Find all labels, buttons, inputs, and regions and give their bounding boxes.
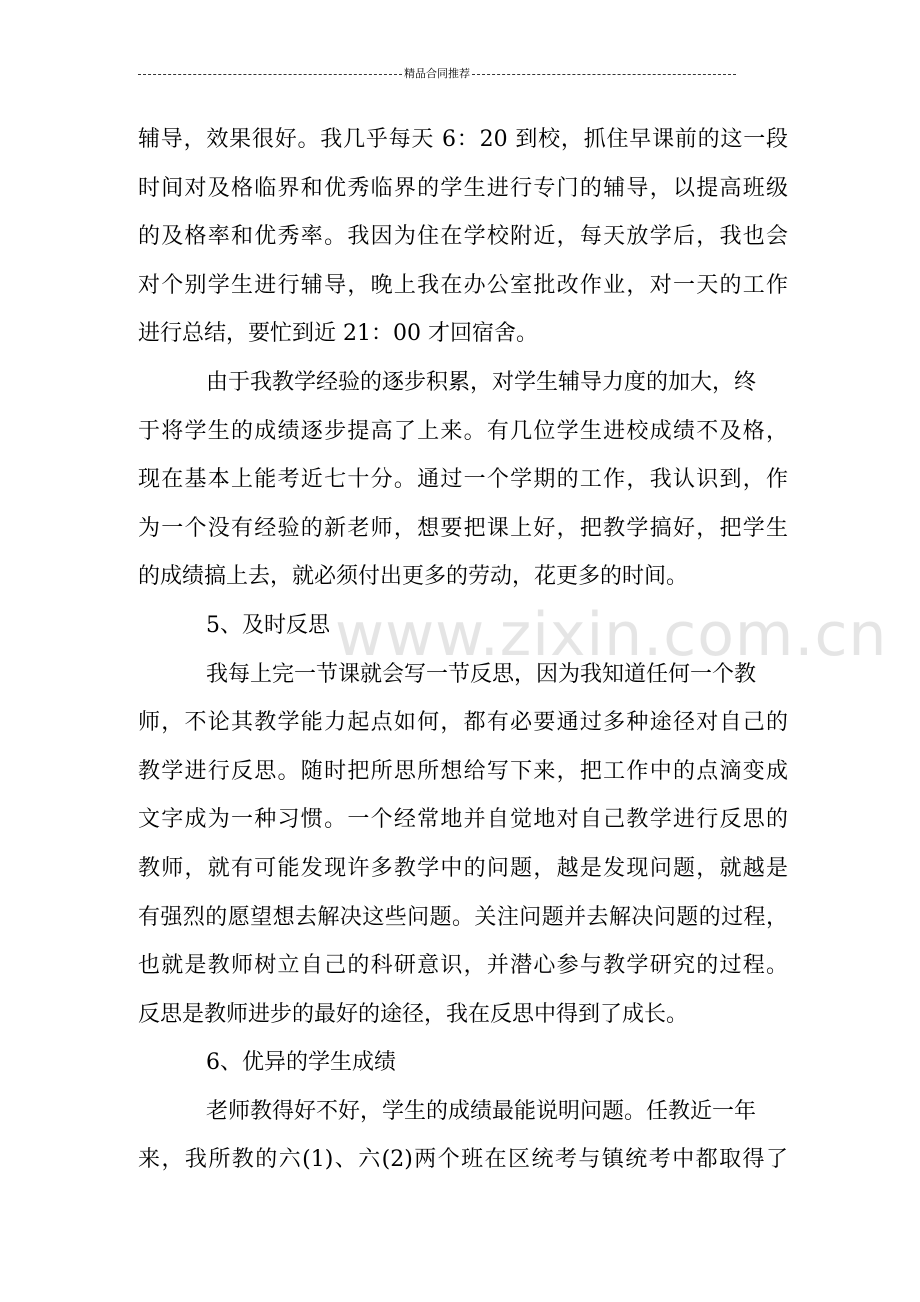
text-line: 于将学生的成绩逐步提高了上来。有几位学生进校成绩不及格，: [138, 418, 788, 444]
text-line: 辅导，效果很好。我几乎每天 6：20 到校，抓住早课前的这一段: [138, 127, 788, 152]
text-line: 由于我教学经验的逐步积累，对学生辅导力度的加大，终: [206, 369, 757, 395]
document-body: [138, 116, 788, 1185]
text-line: 文字成为一种习惯。一个经常地并自觉地对自己教学进行反思的: [138, 807, 788, 833]
text-line: 有强烈的愿望想去解决这些问题。关注问题并去解决问题的过程，: [138, 904, 788, 930]
header-dash-right: [472, 74, 736, 75]
text-line: 现在基本上能考近七十分。通过一个学期的工作，我认识到，作: [138, 467, 788, 493]
header-dash-left: [138, 74, 402, 75]
text-line: 教学进行反思。随时把所思所想给写下来，把工作中的点滴变成: [138, 758, 788, 784]
page-header: [138, 66, 736, 82]
text-line: 也就是教师树立自己的科研意识，并潜心参与教学研究的过程。: [138, 953, 788, 979]
text-line: 老师教得好不好，学生的成绩最能说明问题。任教近一年: [206, 1098, 757, 1124]
section-heading: 5、及时反思: [206, 612, 330, 638]
text-line: 对个别学生进行辅导，晚上我在办公室批改作业，对一天的工作: [138, 272, 788, 298]
text-line: 进行总结，要忙到近 21：00 才回宿舍。: [138, 321, 538, 347]
section-heading: 6、优异的学生成绩: [206, 1050, 396, 1076]
watermark: www.zixin.com.cn: [335, 600, 888, 670]
text-line: 教师，就有可能发现许多教学中的问题，越是发现问题，就越是: [138, 855, 788, 881]
header-label: 精品合同推荐: [404, 67, 470, 80]
text-line: 时间对及格临界和优秀临界的学生进行专门的辅导，以提高班级: [138, 175, 788, 201]
text-line: 的成绩搞上去，就必须付出更多的劳动，花更多的时间。: [138, 564, 689, 590]
text-line: 的及格率和优秀率。我因为住在学校附近，每天放学后，我也会: [138, 224, 788, 250]
text-line: 来，我所教的六(1)、六(2)两个班在区统考与镇统考中都取得了: [138, 1147, 788, 1173]
text-line: 师，不论其教学能力起点如何，都有必要通过多种途径对自己的: [138, 710, 788, 736]
text-line: 为一个没有经验的新老师，想要把课上好，把教学搞好，把学生: [138, 515, 788, 541]
text-line: 我每上完一节课就会写一节反思，因为我知道任何一个教: [206, 661, 757, 687]
text-line: 反思是教师进步的最好的途径，我在反思中得到了成长。: [138, 1001, 689, 1027]
